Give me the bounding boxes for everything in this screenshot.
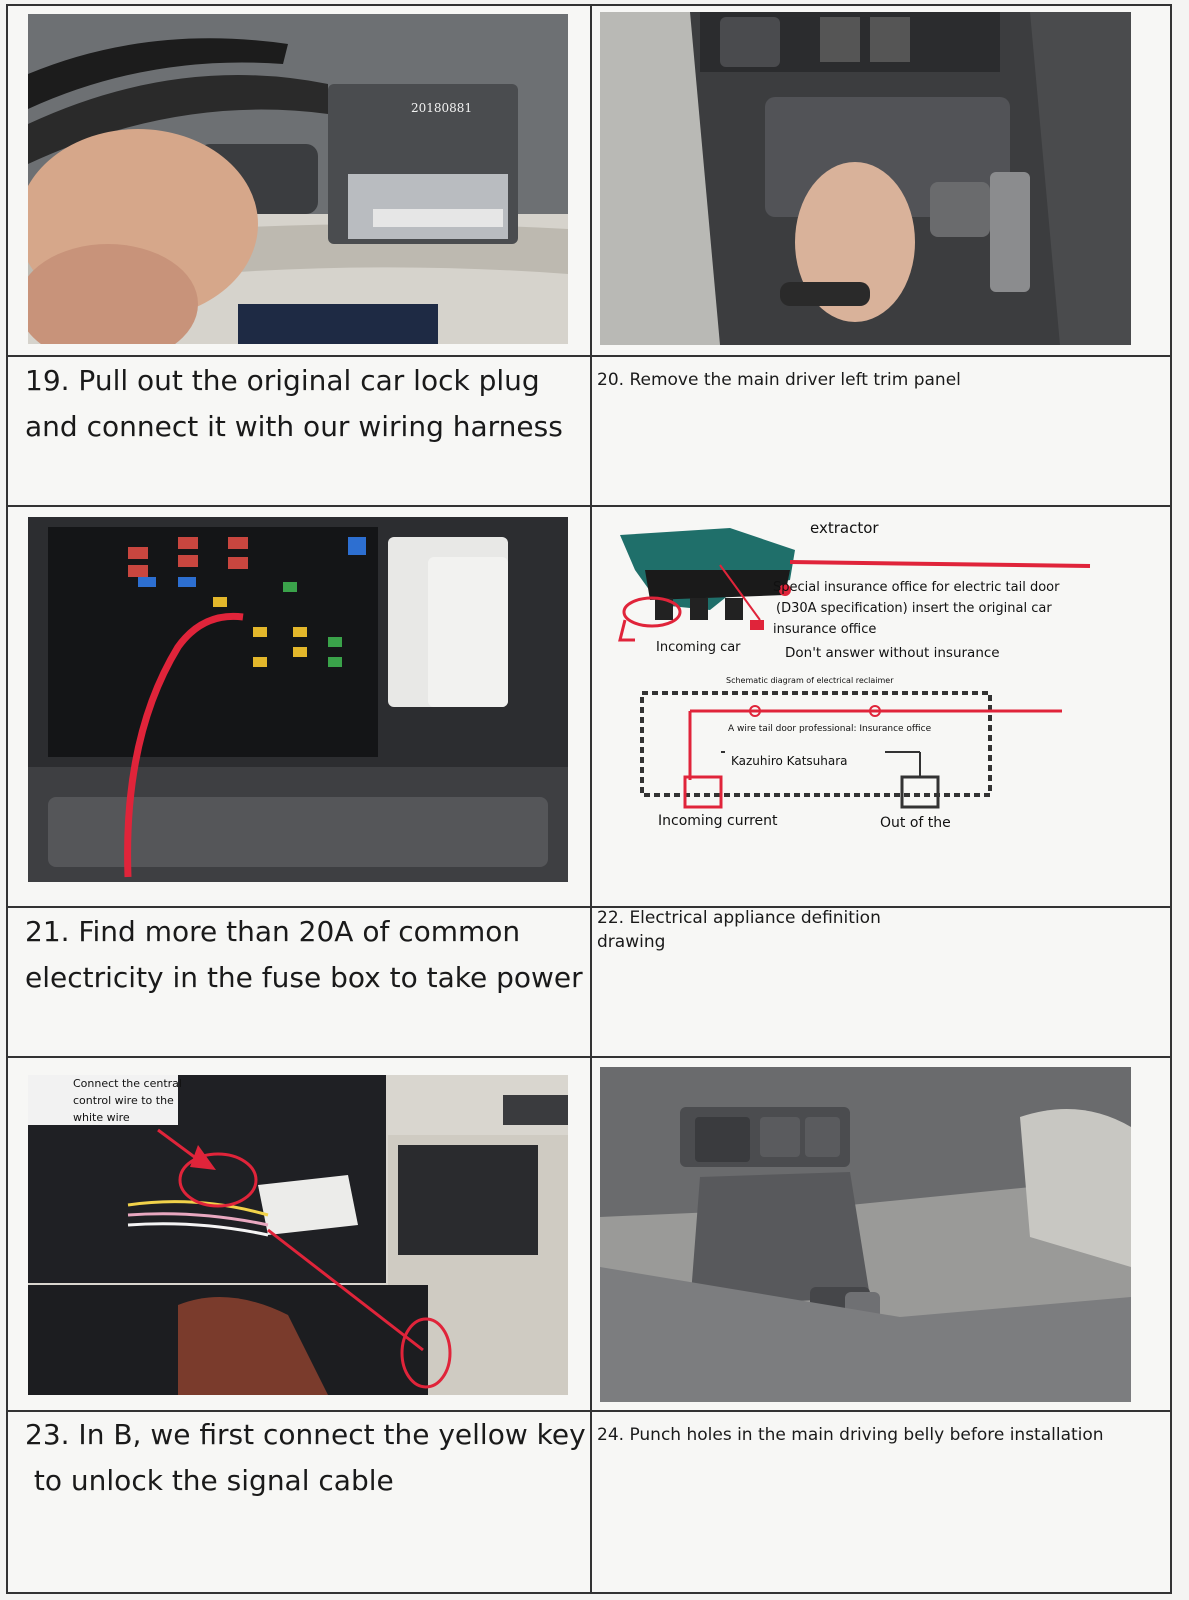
label-special-1: Special insurance office for electric tail door [773, 580, 1060, 595]
photo-fuse-box [28, 517, 568, 882]
label-dont-answer: Don't answer without insurance [785, 645, 1000, 661]
grid-divider-row2-photo [6, 906, 1172, 908]
caption-21-line2: electricity in the fuse box to take power [25, 961, 583, 994]
overlay-line1: Connect the central [73, 1077, 182, 1090]
caption-22-line1: 22. Electrical appliance definition [597, 908, 881, 928]
label-wire-tail: A wire tail door professional: Insurance office [728, 724, 932, 734]
photo-car-lock-plug [28, 14, 568, 344]
caption-19-line1: 19. Pull out the original car lock plug [25, 364, 540, 397]
overlay-line3: white wire [73, 1111, 130, 1124]
label-special-2: (D30A specification) insert the original car [776, 601, 1052, 616]
caption-22-line2: drawing [597, 932, 666, 952]
photo-stamp-text: 20180881 [411, 101, 473, 115]
label-extractor: extractor [810, 519, 879, 537]
label-out-of-the: Out of the [880, 815, 951, 831]
photo-driving-belly [600, 1067, 1131, 1402]
caption-step-22 [597, 906, 881, 954]
caption-step-23 [25, 1412, 586, 1504]
caption-23-line2: to unlock the signal cable [25, 1464, 394, 1497]
label-schematic: Schematic diagram of electrical reclaimer [726, 676, 894, 685]
photo-central-control-wire [28, 1075, 568, 1395]
caption-step-20: 20. Remove the main driver left trim panel [597, 370, 961, 390]
diagram-electrical-reclaimer [600, 510, 1160, 850]
caption-19-line2: and connect it with our wiring harness [25, 410, 563, 443]
caption-step-19 [25, 358, 563, 450]
label-incoming-car: Incoming car [656, 640, 741, 655]
grid-divider-vertical [590, 4, 592, 1594]
grid-divider-row1 [6, 505, 1172, 507]
photo-trim-panel [600, 12, 1131, 345]
caption-step-21 [25, 909, 583, 1001]
label-special-3: insurance office [773, 622, 877, 637]
label-kazuhiro: Kazuhiro Katsuhara [731, 754, 848, 768]
caption-23-line1: 23. In B, we first connect the yellow key [25, 1418, 586, 1451]
grid-divider-row2 [6, 1056, 1172, 1058]
grid-divider-row1-photo [6, 355, 1172, 357]
overlay-line2: control wire to the [73, 1094, 174, 1107]
caption-step-24: 24. Punch holes in the main driving belly before installation [597, 1425, 1104, 1445]
label-incoming-current: Incoming current [658, 813, 778, 829]
caption-21-line1: 21. Find more than 20A of common [25, 915, 521, 948]
